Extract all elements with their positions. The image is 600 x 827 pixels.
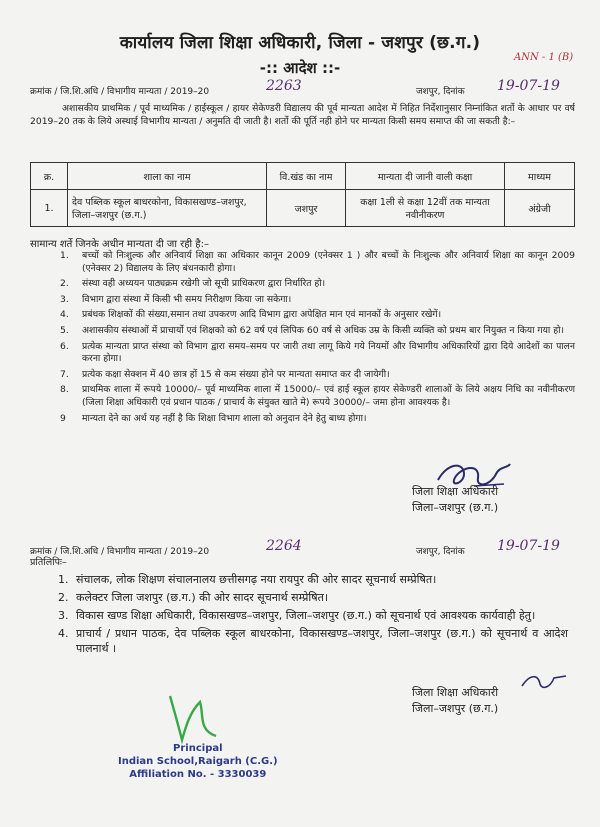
table-row: [31, 190, 575, 227]
list-item: [60, 309, 575, 322]
condition-text: मान्यता देने का अर्थ यह नहीं है कि शिक्षा विभाग शाला को अनुदान देने हेतु बाध्य होगा।: [82, 412, 367, 424]
reference-number-handwritten: 2263: [266, 78, 302, 94]
condition-text: प्रत्येक कक्षा सेक्शन में 40 छात्र हों 15 से कम संख्या होने पर मान्यता समाप्त कर दी जायेगी।: [82, 368, 390, 380]
signatory-district: जिला–जशपुर (छ.ग.): [412, 702, 499, 715]
list-item: [58, 572, 568, 587]
condition-number: 4.: [60, 309, 69, 321]
list-item: [60, 413, 575, 426]
header-school: शाला का नाम: [68, 163, 267, 190]
copy-text: प्राचार्य / प्रधान पाठक, देव पब्लिक स्कूल बाधरकोना, विकासखण्ड–जशपुर, जिला–जशपुर (छ.ग.) को सूचनार्थ व आदेश पालनार्थ ।: [76, 627, 568, 655]
copies-heading: प्रतिलिपिः–: [30, 557, 67, 568]
copy-date-handwritten: 19-07-19: [497, 538, 560, 554]
list-item: [58, 590, 568, 605]
copy-text: विकास खण्ड शिक्षा अधिकारी, विकासखण्ड–जशपुर, जिला–जशपुर (छ.ग.) को सूचनार्थ एवं आवश्यक कार्यवाही हेतु।: [76, 609, 536, 622]
cell-medium: अंग्रेजी: [505, 190, 575, 227]
condition-number: 9: [60, 412, 66, 424]
principal-stamp: [118, 742, 278, 781]
list-item: [58, 608, 568, 623]
condition-text: प्रत्येक मान्यता प्राप्त संस्था को विभाग द्वारा समय–समय पर जारी तथा लागू किये गये नियमों और विभागीय अधिकारियों द्वारा दिये आदेशों का पालन करना होगा।: [82, 340, 575, 365]
signature-block-1: [412, 484, 498, 516]
signature-mark-icon: [520, 672, 570, 692]
copies-list: [58, 572, 568, 659]
reference-row: [30, 80, 575, 98]
copy-number: 4.: [58, 627, 69, 640]
copy-number: 3.: [58, 609, 69, 622]
condition-text: विभाग द्वारा संस्था में किसी भी समय निरीक्षण किया जा सकेगा।: [82, 293, 292, 305]
condition-number: 1.: [60, 250, 69, 261]
condition-text: संस्था वही अध्ययन पाठ्यक्रम रखेगी जो सूची प्राधिकरण द्वारा निर्धारित हो।: [82, 278, 326, 290]
reference-number-prefix: क्रमांक / जि.शि.अधि / विभागीय मान्यता / 2019–20: [30, 87, 210, 97]
signature-scribble-2: [520, 672, 570, 696]
header-classes: मान्यता दी जानी वाली कक्षा: [346, 163, 505, 190]
condition-text: अशासकीय संस्थाओं में प्राचार्यो एवं शिक्षको को 62 वर्ष एवं लिपिक 60 वर्ष से अधिक उम्र के किसी व्यक्ति को प्रथम बार नियुक्त न किया गया हो।: [82, 324, 564, 336]
stamp-school: Indian School,Raigarh (C.G.): [118, 756, 278, 767]
signatory-district: जिला–जशपुर (छ.ग.): [412, 501, 499, 514]
date-handwritten: 19-07-19: [497, 78, 560, 94]
list-item: [60, 384, 575, 409]
annexure-annotation: ANN - 1 (B): [514, 52, 574, 63]
signatory-title: जिला शिक्षा अधिकारी: [412, 485, 499, 498]
office-title: कार्यालय जिला शिक्षा अधिकारी, जिला - जशपुर (छ.ग.): [119, 33, 481, 53]
copy-reference-row: [30, 540, 575, 558]
cell-sr: 1.: [31, 190, 68, 227]
condition-number: 6.: [60, 340, 69, 352]
header-block: वि.खंड का नाम: [267, 163, 346, 190]
handwritten-signature-icon: [160, 690, 230, 746]
signatory-title: जिला शिक्षा अधिकारी: [412, 686, 499, 699]
condition-number: 2.: [60, 278, 69, 290]
place-date-prefix: जशपुर, दिनांक: [416, 87, 465, 97]
intro-paragraph: अशासकीय प्राथमिक / पूर्व माध्यमिक / हाईस्कूल / हायर सेकेण्डरी विद्यालय की पूर्व मान्यता आदेश में निहित निर्देशानुसार निम्नांकित शर्तो के आधार पर वर्ष 2019–20 तक के लिये अस्थाई विभागीय मान्यता / अनुमति दी जाती है। शर्तो की पूर्ति नही होने पर मान्यता किसी समय समाप्त की जा सकती है:–: [30, 103, 575, 127]
list-item: [60, 278, 575, 291]
cell-block: जशपुर: [267, 190, 346, 227]
stamp-title: Principal: [173, 743, 223, 754]
copy-number: 1.: [58, 573, 69, 586]
copy-text: कलेक्टर जिला जशपुर (छ.ग.) की ओर सादर सूचनार्थ सम्प्रेषित।: [76, 591, 329, 604]
copy-reference-number-handwritten: 2264: [266, 538, 302, 554]
copy-reference-number-prefix: क्रमांक / जि.शि.अधि / विभागीय मान्यता / 2019–20: [30, 547, 210, 557]
condition-number: 7.: [60, 368, 69, 380]
copy-text: संचालक, लोक शिक्षण संचालनालय छत्तीसगढ़ नया रायपुर की ओर सादर सूचनार्थ सम्प्रेषित।: [76, 573, 437, 586]
cell-school: देव पब्लिक स्कूल बाधरकोना, विकासखण्ड–जशपुर, जिला–जशपुर (छ.ग.): [68, 190, 267, 227]
list-item: [60, 325, 575, 338]
list-item: [58, 626, 568, 656]
conditions-heading: सामान्य शर्ते जिनके अधीन मान्यता दी जा रही है:–: [30, 239, 209, 250]
header-sr: क्र.: [31, 163, 68, 190]
condition-text: बच्चों को निःशुल्क और अनिवार्य शिक्षा का अधिकार कानून 2009 (एनेक्सर 1 ) और बच्चों के निःशुल्क और अनिवार्य शिक्षा का कानून 2009 (एनेक्सर 2) विद्यालय के लिए बंधनकारी होगा।: [82, 250, 575, 274]
condition-number: 5.: [60, 324, 69, 336]
condition-number: 8.: [60, 384, 69, 396]
header-medium: माध्यम: [505, 163, 575, 190]
list-item: [60, 294, 575, 307]
table-header-row: [31, 163, 575, 190]
copy-place-date-prefix: जशपुर, दिनांक: [416, 547, 465, 557]
condition-number: 3.: [60, 293, 69, 305]
conditions-list: [60, 250, 575, 428]
signature-block-2: [412, 685, 498, 717]
list-item: [60, 341, 575, 366]
approval-table: [30, 162, 575, 227]
list-item: [60, 369, 575, 382]
stamp-affiliation: Affiliation No. - 3330039: [129, 769, 267, 780]
list-item: [60, 250, 575, 275]
copy-number: 2.: [58, 591, 69, 604]
cell-classes: कक्षा 1ली से कक्षा 12वीं तक मान्यता नवीनीकरण: [346, 190, 505, 227]
order-heading: -:: आदेश ::-: [259, 59, 341, 77]
condition-text: प्राथमिक शाला में रूपये 10000/– पूर्व माध्यमिक शाला में 15000/– एवं हाई स्कूल हायर सेकेण्डरी शालाओं के लिये अक्षय निधि का नवीनीकरण (जिला शिक्षा अधिकारी एवं प्रधान पाठक / प्राचार्य के संयुक्त खाते मे) रूपये 30000/– जमा होना आवश्यक है।: [82, 384, 575, 408]
condition-text: प्रबंधक शिक्षकों की संख्या,समान तथा उपकरण आदि विभाग द्वारा अपेक्षित मान एवं मानकों के अनुसार रखेगें।: [82, 309, 442, 321]
